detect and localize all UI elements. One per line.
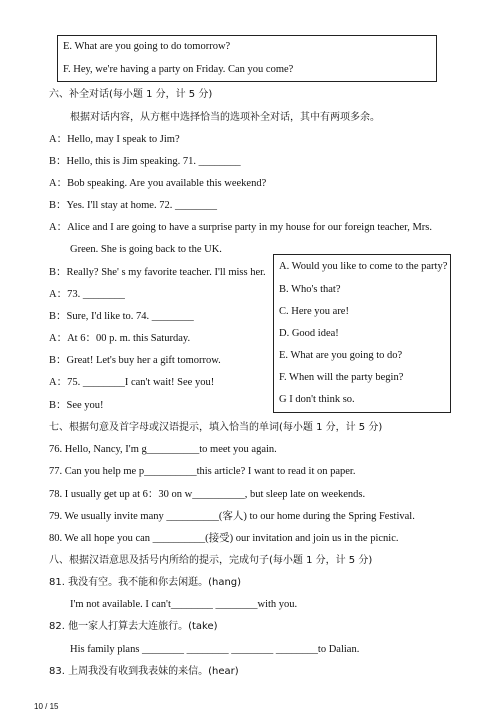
option-item: F. When will the party begin?: [279, 372, 404, 383]
page-number: 10 / 15: [34, 702, 59, 711]
dialogue-line: A：Hello, may I speak to Jim?: [49, 134, 180, 145]
option-item: G I don't think so.: [279, 394, 355, 405]
question-item: 80. We all hope you can __________(接受) our invitation and join us in the picnic.: [49, 533, 399, 544]
section6-heading: 六、补全对话(每小题 1 分，计 5 分): [49, 89, 213, 100]
question-item: 82. 他一家人打算去大连旅行。(take): [49, 621, 218, 632]
dialogue-line: A：73. ________: [49, 289, 125, 300]
dialogue-line: B：Really? She' s my favorite teacher. I'll miss her.: [49, 267, 266, 278]
dialogue-line: A：75. ________I can't wait! See you!: [49, 377, 215, 388]
question-item: 76. Hello, Nancy, I'm g__________to meet you again.: [49, 444, 277, 455]
option-item: E. What are you going to do?: [279, 350, 403, 361]
question-item: 81. 我没有空。我不能和你去闲逛。(hang): [49, 577, 242, 588]
option-item: A. Would you like to come to the party?: [279, 261, 448, 272]
dialogue-line: B：Great! Let's buy her a gift tomorrow.: [49, 355, 221, 366]
dialogue-line: A：At 6：00 p. m. this Saturday.: [49, 333, 191, 344]
dialogue-line: A：Bob speaking. Are you available this weekend?: [49, 178, 267, 189]
dialogue-line: B：Sure, I'd like to. 74. ________: [49, 311, 194, 322]
question-item: 77. Can you help me p__________this article? I want to read it on paper.: [49, 466, 356, 477]
question-item: 79. We usually invite many __________(客人) to our home during the Spring Festival.: [49, 511, 415, 522]
dialogue-line: B：See you!: [49, 400, 104, 411]
option-item: C. Here you are!: [279, 306, 349, 317]
answer-line: I'm not available. I can't________ ________with you.: [70, 599, 298, 610]
option-item: D. Good idea!: [279, 328, 339, 339]
option-f-top: F. Hey, we're having a party on Friday. Can you come?: [63, 64, 294, 75]
option-item: B. Who's that?: [279, 284, 341, 295]
question-item: 83. 上周我没有收到我表妹的来信。(hear): [49, 666, 239, 677]
dialogue-line: A：Alice and I are going to have a surprise party in my house for our foreign teacher, Mrs.: [49, 222, 432, 233]
section6-instruction: 根据对话内容，从方框中选择恰当的选项补全对话，其中有两项多余。: [70, 112, 380, 123]
dialogue-line-continued: Green. She is going back to the UK.: [70, 244, 222, 255]
answer-line: His family plans ________ ________ ________ ________to Dalian.: [70, 644, 360, 655]
dialogue-line: B：Yes. I'll stay at home. 72. ________: [49, 200, 217, 211]
option-e-top: E. What are you going to do tomorrow?: [63, 41, 231, 52]
section8-heading: 八、根据汉语意思及括号内所给的提示，完成句子(每小题 1 分，计 5 分): [49, 555, 373, 566]
dialogue-line: B：Hello, this is Jim speaking. 71. ________: [49, 156, 241, 167]
question-item: 78. I usually get up at 6：30 on w__________, but sleep late on weekends.: [49, 489, 366, 500]
section7-heading: 七、根据句意及首字母或汉语提示，填入恰当的单词(每小题 1 分，计 5 分): [49, 422, 383, 433]
